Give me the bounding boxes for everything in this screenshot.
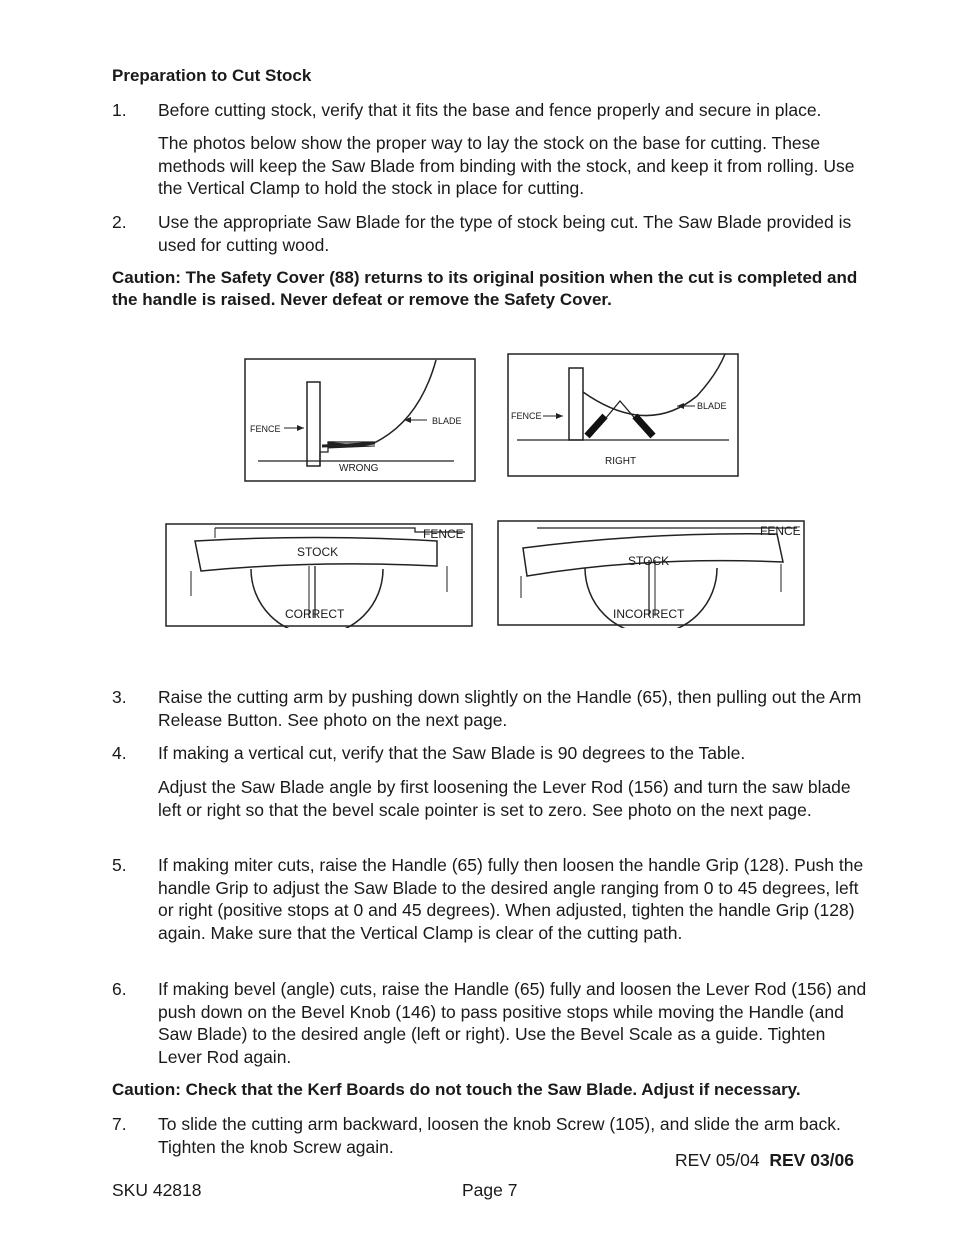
revision-info (675, 1149, 854, 1172)
list-item-6 (112, 978, 872, 1068)
list-item-5 (112, 854, 872, 944)
list-number: 2. (112, 212, 127, 232)
list-text: To slide the cutting arm backward, loosen the knob Screw (105), and slide the arm back. Tighten the knob Screw again. (158, 1114, 841, 1157)
revision-old: REV 05/04 (675, 1150, 760, 1170)
list-item-4 (112, 742, 872, 765)
stock-label: STOCK (297, 545, 339, 559)
list-item-2 (112, 211, 872, 256)
list-text: Raise the cutting arm by pushing down slightly on the Handle (65), then pulling out the Arm Release Button. See photo on the next page. (158, 687, 862, 730)
section-heading: Preparation to Cut Stock (112, 66, 312, 85)
figure-caption: RIGHT (605, 456, 637, 467)
item4-paragraph: Adjust the Saw Blade angle by first loosening the Lever Rod (156) and turn the saw blade left or right so that the bevel scale pointer is set to zero. See photo on the next page. (158, 777, 851, 820)
figure-caption: CORRECT (285, 607, 345, 621)
list-text: If making miter cuts, raise the Handle (65) fully then loosen the handle Grip (128). Push the handle Grip to adjust the Saw Blade to the desired angle ranging from 0 to 45 degrees, left or right (positive stops at 0 and 45 degrees). When adjusted, tighten the handle Grip (128) again. Make sure that the Vertical Clamp is clear of the cutting path. (158, 855, 864, 943)
caution-safety-cover: Caution: The Safety Cover (88) returns to its original position when the cut is completed and the handle is raised. Never defeat or remove the Safety Cover. (112, 268, 858, 309)
revision-new: REV 03/06 (769, 1150, 855, 1170)
list-number: 6. (112, 979, 127, 999)
list-text: If making bevel (angle) cuts, raise the Handle (65) fully and loosen the Lever Rod (156) and push down on the Bevel Knob (146) to pass positive stops while moving the Handle (and Saw Blade) to the desired angle (left or right). Use the Bevel Scale as a guide. Tighten Lever Rod again. (158, 979, 867, 1067)
figure-wrong (244, 358, 476, 482)
list-item-1 (112, 99, 872, 122)
fence-label: FENCE (760, 524, 801, 538)
list-text: Before cutting stock, verify that it fits the base and fence properly and secure in place. (158, 100, 822, 120)
caution-kerf-boards: Caution: Check that the Kerf Boards do not touch the Saw Blade. Adjust if necessary. (112, 1080, 801, 1099)
stock-label: STOCK (628, 554, 670, 568)
page-number: Page 7 (462, 1180, 518, 1200)
fence-label: FENCE (423, 527, 464, 541)
blade-label: BLADE (697, 401, 727, 411)
list-number: 4. (112, 743, 127, 763)
list-text: If making a vertical cut, verify that the Saw Blade is 90 degrees to the Table. (158, 743, 746, 763)
figure-caption: INCORRECT (613, 607, 685, 621)
sku-number: SKU 42818 (112, 1180, 202, 1200)
figure-caption: WRONG (339, 463, 379, 474)
fence-label: FENCE (511, 411, 542, 421)
figure-right (507, 352, 739, 478)
figure-incorrect (497, 518, 805, 628)
list-number: 1. (112, 100, 127, 120)
list-number: 3. (112, 687, 127, 707)
figure-correct (165, 522, 473, 628)
list-number: 7. (112, 1114, 127, 1134)
list-item-3 (112, 686, 872, 731)
list-number: 5. (112, 855, 127, 875)
fence-label: FENCE (250, 424, 281, 434)
list-text: Use the appropriate Saw Blade for the type of stock being cut. The Saw Blade provided is used for cutting wood. (158, 212, 852, 255)
blade-label: BLADE (432, 416, 462, 426)
item1-paragraph: The photos below show the proper way to lay the stock on the base for cutting. These methods will keep the Saw Blade from binding with the stock, and keep it from rolling. Use the Vertical Clamp to hold the stock in place for cutting. (158, 133, 855, 198)
